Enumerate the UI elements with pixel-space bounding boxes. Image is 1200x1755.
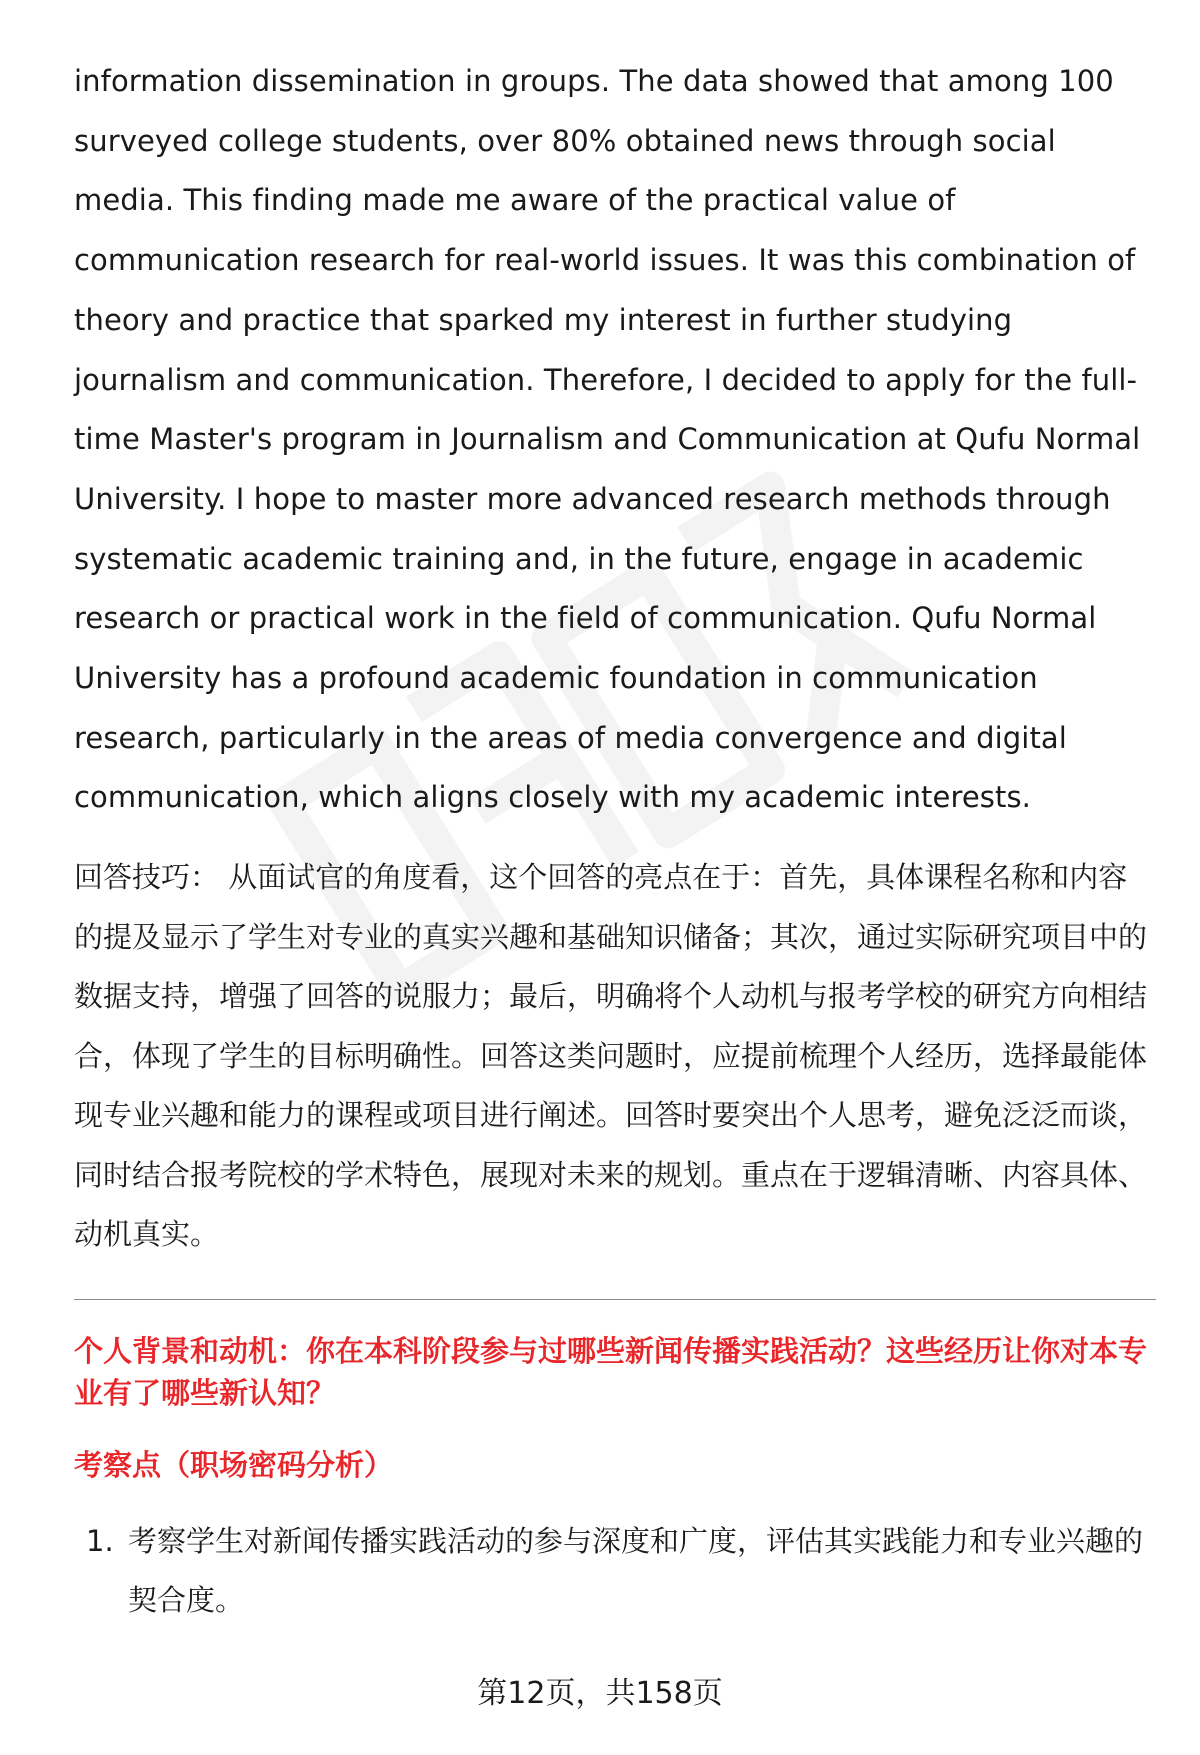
main-content xyxy=(74,52,1156,1631)
page-footer: 第12页，共158页 xyxy=(477,1676,723,1711)
answer-tip-label: 回答技巧： xyxy=(74,860,220,895)
assessment-subheading: 考察点（职场密码分析） xyxy=(74,1447,394,1482)
section-divider xyxy=(74,1299,1156,1300)
answer-tip-paragraph xyxy=(74,848,1156,1265)
body-paragraph: information dissemination in groups. The data showed that among 100 surveyed college students, over 80% obtained news through social media. This finding made me aware of the practical value of communication research for real-world issues. It was this combination of theory and practice that sparked my interest in further studying journalism and communication. Therefore, I decided to apply for the full-time Master's program in Journalism and Communication at Qufu Normal University. I hope to master more advanced research methods through systematic academic training and, in the future, engage in academic research or practical work in the field of communication. Qufu Normal University has a profound academic foundation in communication research, particularly in the areas of media convergence and digital communication, which aligns closely with my academic interests. xyxy=(74,64,1141,815)
question-heading: 个人背景和动机：你在本科阶段参与过哪些新闻传播实践活动？这些经历让你对本专业有了哪些新认知？ xyxy=(74,1333,1148,1410)
assessment-points-list xyxy=(74,1512,1156,1631)
list-item-number: 1. xyxy=(86,1523,114,1558)
answer-tip-text: 从面试官的角度看，这个回答的亮点在于：首先，具体课程名称和内容的提及显示了学生对专业的真实兴趣和基础知识储备；其次，通过实际研究项目中的数据支持，增强了回答的说服力；最后，明确将个人动机与报考学校的研究方向相结合，体现了学生的目标明确性。回答这类问题时，应提前梳理个人经历，选择最能体现专业兴趣和能力的课程或项目进行阐述。回答时要突出个人思考，避免泛泛而谈，同时结合报考院校的学术特色，展现对未来的规划。重点在于逻辑清晰、内容具体、动机真实。 xyxy=(74,860,1148,1252)
list-item xyxy=(74,1512,1156,1631)
list-item-text: 考察学生对新闻传播实践活动的参与深度和广度，评估其实践能力和专业兴趣的契合度。 xyxy=(128,1523,1144,1618)
